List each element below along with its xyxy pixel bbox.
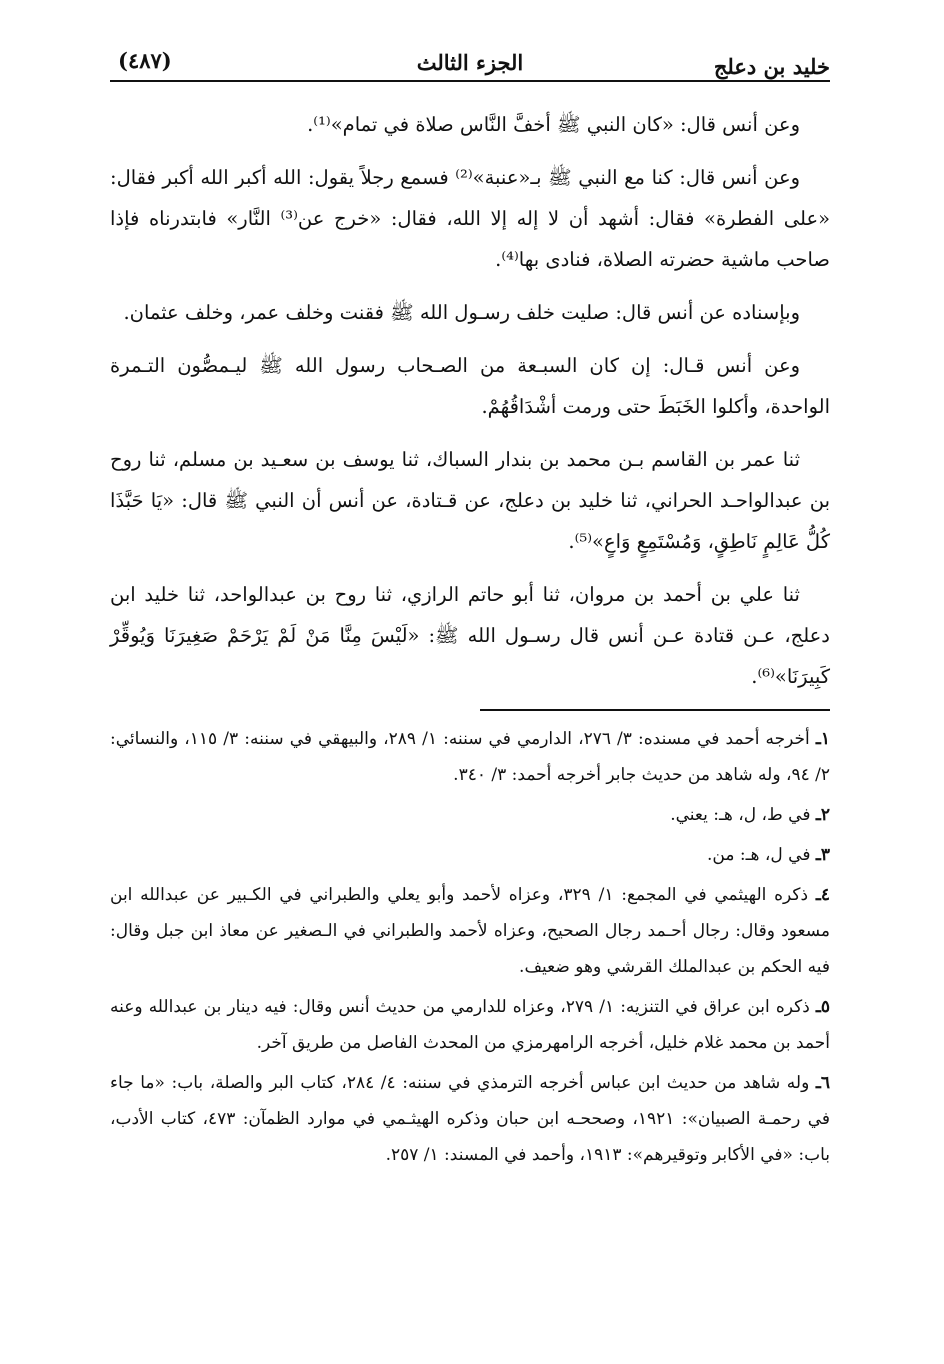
footnote [110, 721, 830, 793]
footnote-number: ٣ـ [815, 845, 830, 865]
running-title: خليد بن دعلج [713, 54, 830, 79]
paragraph: وعن أنس قال: كنا مع النبي ﷺ بـ«عنبة»⁽²⁾ فسمع رجلاً يقول: الله أكبر الله أكبر فقال: «على الفطرة» فقال: أشهد أن لا إله إلا الله، فقال: «خرج عن⁽³⁾ النَّار» فابتدرناه فإذا صاحب ماشية حضرته الصلاة، فنادى بها⁽⁴⁾. [110, 166, 831, 271]
footnote-text: ذكره الهيثمي في المجمع: ١/ ٣٢٩، وعزاه لأحمد وأبو يعلي والطبراني في الكـبير عن عبدالله ابن مسعود وقال: رجال أحـمد رجال الصحيح، وعزاه لأحمد والطبراني في الـصغير عن معاذ ابن جبل وقال: فيه الحكم بن عبدالملك القرشي وهو ضعيف. [110, 885, 830, 977]
footnote [110, 837, 830, 873]
footnote-number: ٥ـ [815, 997, 830, 1017]
main-text [110, 104, 830, 697]
footnote-number: ٢ـ [815, 805, 830, 825]
paragraph: وبإسناده عن أنس قال: صليت خلف رسـول الله ﷺ فقنت وخلف عمر، وخلف عثمان. [123, 301, 800, 324]
paragraph: وعن أنس قال: «كان النبي ﷺ أخفَّ النَّاس صلاة في تمام»⁽¹⁾. [307, 113, 800, 136]
paragraph: ثنا عمر بن القاسم بـن محمد بن بندار السباك، ثنا يوسف بن سعـيد بن مسلم، ثنا روح بن عبدالواحـد الحراني، ثنا خليد بن دعلج، عن قـتادة، عن أنس أن النبي ﷺ قال: «يَا حَبَّذَا كُلُّ عَالِمٍ نَاطِقٍ، وَمُسْتَمِعٍ وَاعٍ»⁽⁵⁾. [110, 448, 830, 553]
footnote-number: ٦ـ [815, 1073, 831, 1093]
footnotes [110, 721, 830, 1173]
footnote [110, 989, 830, 1061]
footnote-number: ٤ـ [815, 885, 830, 905]
footnote-text: وله شاهد من حديث ابن عباس أخرجه الترمذي في سننه: ٤/ ٢٨٤، كتاب البر والصلة، باب: «ما جاء في رحمـة الصبيان»: ١٩٢١، وصححـه ابن حبان وذكره الهيثـمي في موارد الظمآن: ٤٧٣، كتاب الأدب، باب: «في الأكابر وتوقيرهم»: ١٩١٣، وأحمد في المسند: ١/ ٢٥٧. [110, 1073, 830, 1165]
volume-title: الجزء الثالث [416, 50, 524, 75]
footnote-number: ١ـ [815, 729, 830, 749]
footnote-text: في ل، هـ: من. [706, 845, 811, 865]
footnote [110, 797, 830, 833]
footnote [110, 1065, 830, 1173]
footnote-separator [480, 709, 830, 711]
footnote [110, 877, 830, 985]
paragraph: وعن أنس قـال: إن كان السبـعة من الصـحاب رسول الله ﷺ ليـمصُّون التـمرة الواحدة، وأكلوا الخَبَطَ حتى ورمت أشْدَاقُهُمْ. [110, 354, 830, 418]
page-number: (٤٨٧) [118, 48, 172, 73]
paragraph: ثنا علي بن أحمد بن مروان، ثنا أبو حاتم الرازي، ثنا روح بن عبدالواحد، ثنا خليد ابن دعلج، عـن قتادة عـن أنس قال رسـول الله ﷺ: «لَيْسَ مِنَّا مَنْ لَمْ يَرْحَمْ صَغِيرَنَا وَيُوقِّرْ كَبِيرَنَا»⁽⁶⁾. [110, 583, 830, 688]
footnote-text: أخرجه أحمد في مسنده: ٣/ ٢٧٦، الدارمي في سننه: ١/ ٢٨٩، والبيهقي في سننه: ٣/ ١١٥، والنسائي: ٢/ ٩٤، وله شاهد من حديث جابر أخرجه أحمد: ٣/ ٣٤٠. [110, 729, 830, 785]
footnote-text: ذكره ابن عراق في التنزيه: ١/ ٢٧٩، وعزاه للدارمي من حديث أنس وقال: فيه دينار بن عبدالله وعنه أحمد بن محمد غلام خليل، أخرجه الرامهرمزي من المحدث الفاصل من طريق آخر. [110, 997, 830, 1053]
book-page [110, 40, 830, 1177]
page-header [110, 40, 830, 82]
footnote-text: في ط، ل، هـ: يعني. [670, 805, 811, 825]
